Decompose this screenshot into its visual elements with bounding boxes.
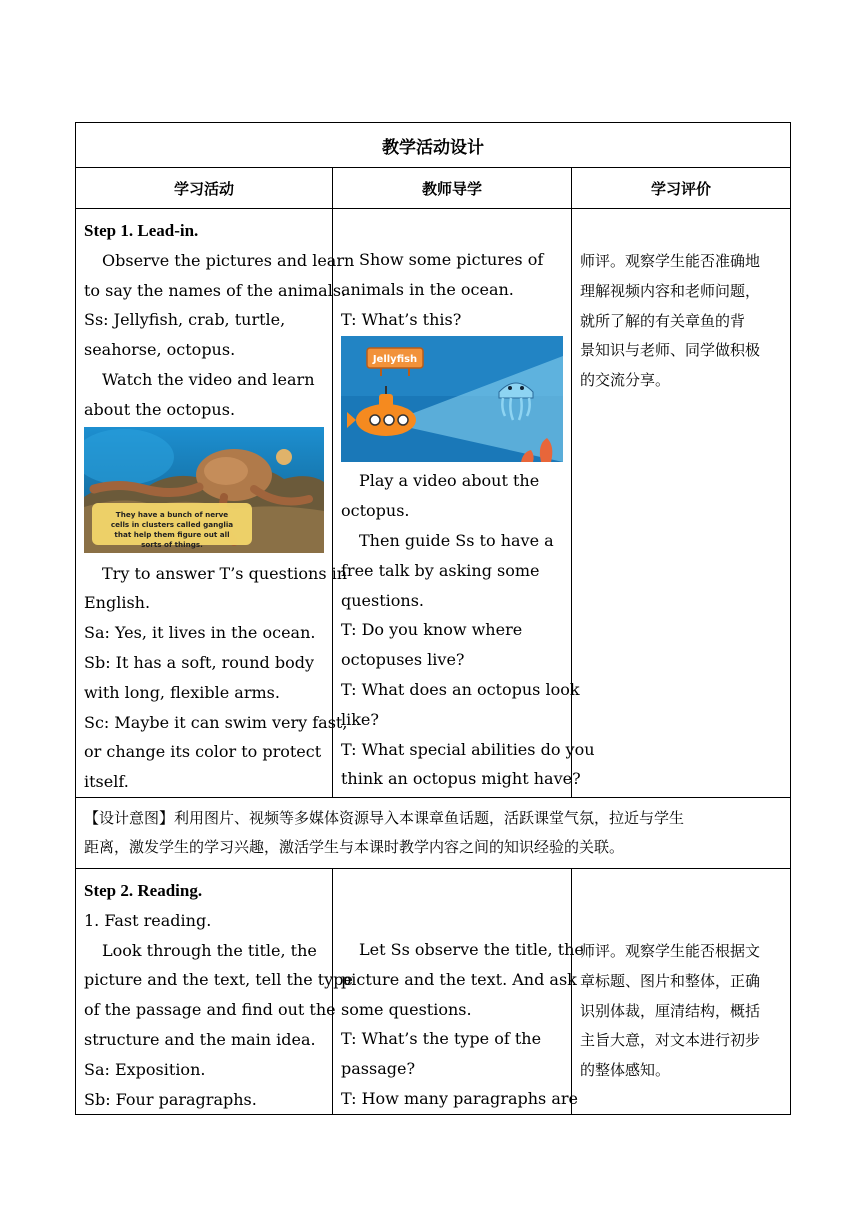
text-line: 1. Fast reading. bbox=[84, 910, 212, 930]
text-line: 识别体裁，厘清结构，概括 bbox=[580, 1001, 761, 1020]
text-line: Sa: Exposition. bbox=[84, 1059, 206, 1079]
text-line: think an octopus might have? bbox=[341, 769, 581, 789]
text-line: Play a video about the bbox=[359, 471, 540, 491]
text-line: Sa: Yes, it lives in the ocean. bbox=[84, 623, 316, 643]
text-line: 主旨大意，对文本进行初步 bbox=[580, 1031, 761, 1050]
text-line: octopuses live? bbox=[341, 650, 465, 670]
text-line: 就所了解的有关章鱼的背 bbox=[580, 311, 746, 330]
step1-activity-cell bbox=[76, 209, 355, 798]
text-line: free talk by asking some bbox=[341, 560, 540, 580]
text-line: picture and the text. And ask bbox=[341, 969, 577, 989]
text-line: 距离，激发学生的学习兴趣，激活学生与本课时教学内容之间的知识经验的关联。 bbox=[84, 837, 625, 856]
jellyfish-sign-text: Jellyfish bbox=[372, 354, 418, 366]
text-line: some questions. bbox=[341, 999, 472, 1019]
text-line: 的交流分享。 bbox=[580, 371, 671, 390]
text-line: Show some pictures of bbox=[359, 250, 544, 269]
text-line: T: How many paragraphs are bbox=[341, 1088, 578, 1108]
text-line: like? bbox=[341, 709, 379, 729]
octopus-caption-line: sorts of things. bbox=[141, 539, 203, 549]
text-line: seahorse, octopus. bbox=[84, 340, 236, 360]
text-line: octopus. bbox=[341, 501, 410, 521]
text-line: structure and the main idea. bbox=[84, 1029, 316, 1049]
step2-heading: Step 2. Reading. bbox=[84, 880, 203, 900]
step2-activity-cell bbox=[76, 868, 353, 1114]
step1-row bbox=[76, 209, 791, 798]
text-line: T: What special abilities do you bbox=[341, 739, 595, 759]
text-line: to say the names of the animals. bbox=[84, 280, 347, 300]
step1-heading: Step 1. Lead-in. bbox=[84, 221, 199, 240]
text-line: Observe the pictures and learn bbox=[102, 250, 355, 270]
text-line: 景知识与老师、同学做积极 bbox=[580, 341, 761, 360]
text-line: Then guide Ss to have a bbox=[359, 530, 554, 550]
text-line: Sb: Four paragraphs. bbox=[84, 1089, 257, 1109]
text-line: of the passage and find out the bbox=[84, 1000, 336, 1020]
design-intent-row bbox=[76, 797, 791, 868]
text-line: 章标题、图片和整体，正确 bbox=[580, 971, 761, 990]
octopus-video-still bbox=[84, 427, 324, 553]
table-title: 教学活动设计 bbox=[76, 123, 791, 168]
design-intent-cell bbox=[76, 797, 791, 868]
text-line: Ss: Jellyfish, crab, turtle, bbox=[84, 310, 286, 330]
text-line: itself. bbox=[84, 772, 129, 792]
text-line: or change its color to protect bbox=[84, 742, 322, 762]
text-line: T: What’s the type of the bbox=[341, 1029, 542, 1049]
header-evaluation: 学习评价 bbox=[572, 168, 791, 209]
text-line: Watch the video and learn bbox=[102, 369, 315, 389]
step1-teacher-cell bbox=[333, 209, 595, 798]
step1-evaluation-cell bbox=[572, 209, 791, 798]
header-row bbox=[76, 168, 791, 209]
text-line: animals in the ocean. bbox=[341, 279, 514, 299]
octopus-caption-line: cells in clusters called ganglia bbox=[110, 519, 234, 529]
text-line: T: Do you know where bbox=[341, 620, 523, 640]
text-line: Try to answer T’s questions in bbox=[102, 563, 348, 583]
text-line: Look through the title, the bbox=[102, 940, 317, 960]
text-line: T: What does an octopus look bbox=[341, 679, 580, 699]
text-line: 的整体感知。 bbox=[580, 1061, 671, 1080]
text-line: Let Ss observe the title, the bbox=[359, 939, 584, 959]
step2-row bbox=[76, 868, 791, 1114]
octopus-caption-line: They have a bunch of nerve bbox=[115, 509, 229, 519]
text-line: 师评。观察学生能否准确地 bbox=[580, 252, 761, 270]
text-line: picture and the text, tell the type bbox=[84, 970, 353, 990]
header-teacher-guide: 教师导学 bbox=[333, 168, 572, 209]
title-row bbox=[76, 123, 791, 168]
text-line: about the octopus. bbox=[84, 399, 236, 419]
octopus-caption-line: that help them figure out all bbox=[114, 529, 230, 539]
text-line: questions. bbox=[341, 590, 425, 610]
lesson-plan-table bbox=[75, 122, 791, 1115]
jellyfish-submarine-picture bbox=[341, 336, 563, 462]
step2-evaluation-cell bbox=[572, 868, 791, 1114]
text-line: passage? bbox=[341, 1059, 416, 1079]
text-line: with long, flexible arms. bbox=[84, 682, 280, 702]
text-line: Sb: It has a soft, round body bbox=[84, 652, 315, 672]
step2-teacher-cell bbox=[333, 868, 584, 1114]
text-line: 师评。观察学生能否根据文 bbox=[580, 941, 761, 960]
text-line: T: What’s this? bbox=[341, 309, 462, 329]
text-line: 理解视频内容和老师问题， bbox=[580, 281, 761, 300]
text-line: Sc: Maybe it can swim very fast, bbox=[84, 712, 348, 732]
text-line: English. bbox=[84, 593, 151, 613]
text-line: 【设计意图】利用图片、视频等多媒体资源导入本课章鱼话题，活跃课堂气氛，拉近与学生 bbox=[84, 808, 685, 827]
header-learning-activity: 学习活动 bbox=[76, 168, 333, 209]
